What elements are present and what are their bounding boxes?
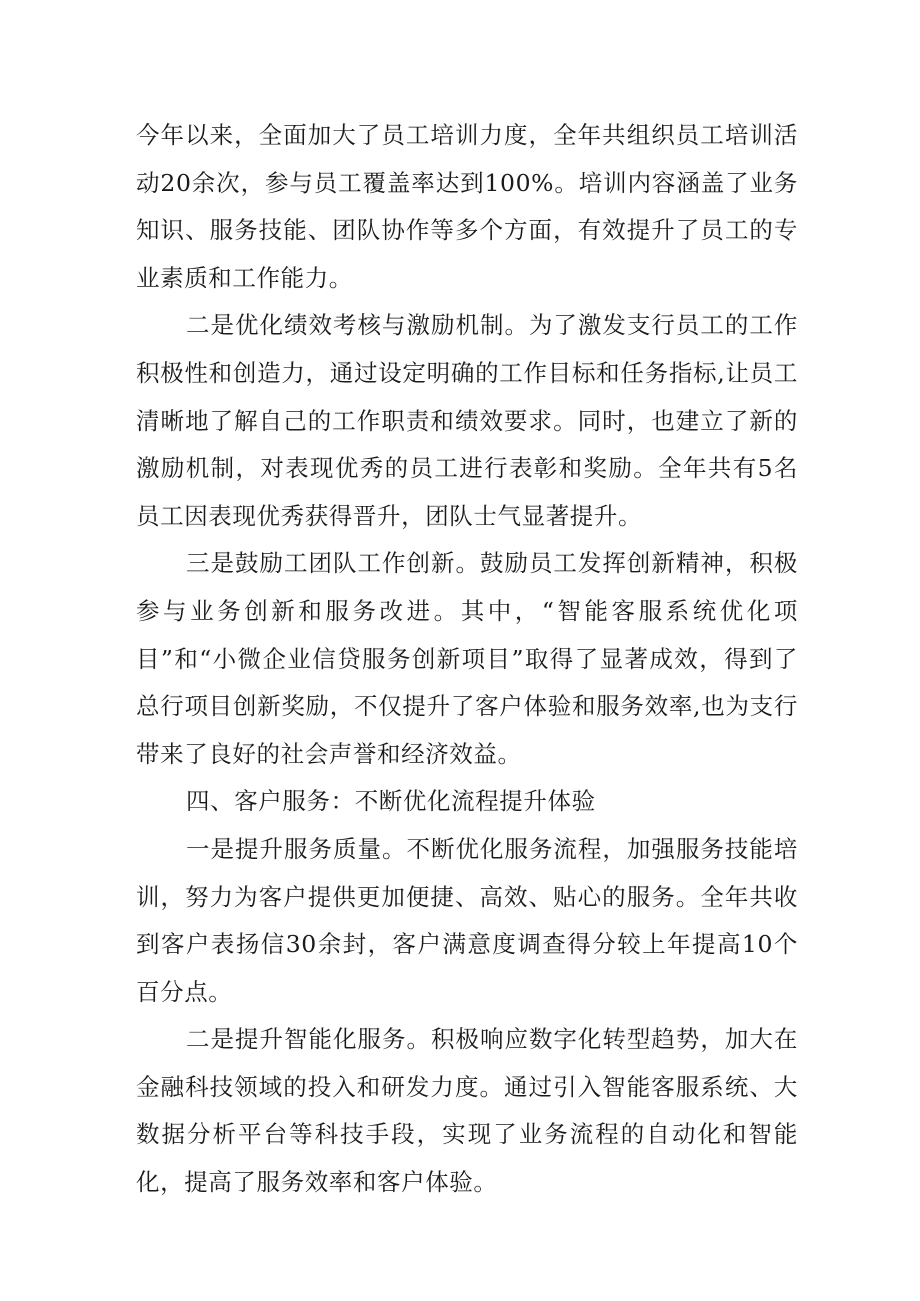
paragraph-staff-training: 今年以来，全面加大了员工培训力度，全年共组织员工培训活动20余次，参与员工覆盖率达到100%。培训内容涵盖了业务知识、服务技能、团队协作等多个方面，有效提升了员工的专业素质和工作能力。 <box>136 121 798 292</box>
document-body <box>136 112 798 1207</box>
paragraph-service-quality: 一是提升服务质量。不断优化服务流程，加强服务技能培训，努力为客户提供更加便捷、高效、贴心的服务。全年共收到客户表扬信30余封，客户满意度调查得分较上年提高10个百分点。 <box>136 834 798 1006</box>
section-heading-customer-service: 四、客户服务：不断优化流程提升体验 <box>186 787 596 816</box>
paragraph-smart-services: 二是提升智能化服务。积极响应数字化转型趋势，加大在金融科技领域的投入和研发力度。通过引入智能客服系统、大数据分析平台等科技手段，实现了业务流程的自动化和智能化，提高了服务效率和客户体验。 <box>136 1025 798 1197</box>
paragraph-performance-incentives: 二是优化绩效考核与激励机制。为了激发支行员工的工作积极性和创造力，通过设定明确的工作目标和任务指标,让员工清晰地了解自己的工作职责和绩效要求。同时，也建立了新的激励机制，对表现优秀的员工进行表彰和奖励。全年共有5名员工因表现优秀获得晋升，团队士气显著提升。 <box>136 311 798 530</box>
paragraph-team-innovation: 三是鼓励工团队工作创新。鼓励员工发挥创新精神，积极参与业务创新和服务改进。其中，“智能客服系统优化项目”和“小微企业信贷服务创新项目”取得了显著成效，得到了总行项目创新奖励，不仅提升了客户体验和服务效率,也为支行带来了良好的社会声誉和经济效益。 <box>136 549 798 768</box>
